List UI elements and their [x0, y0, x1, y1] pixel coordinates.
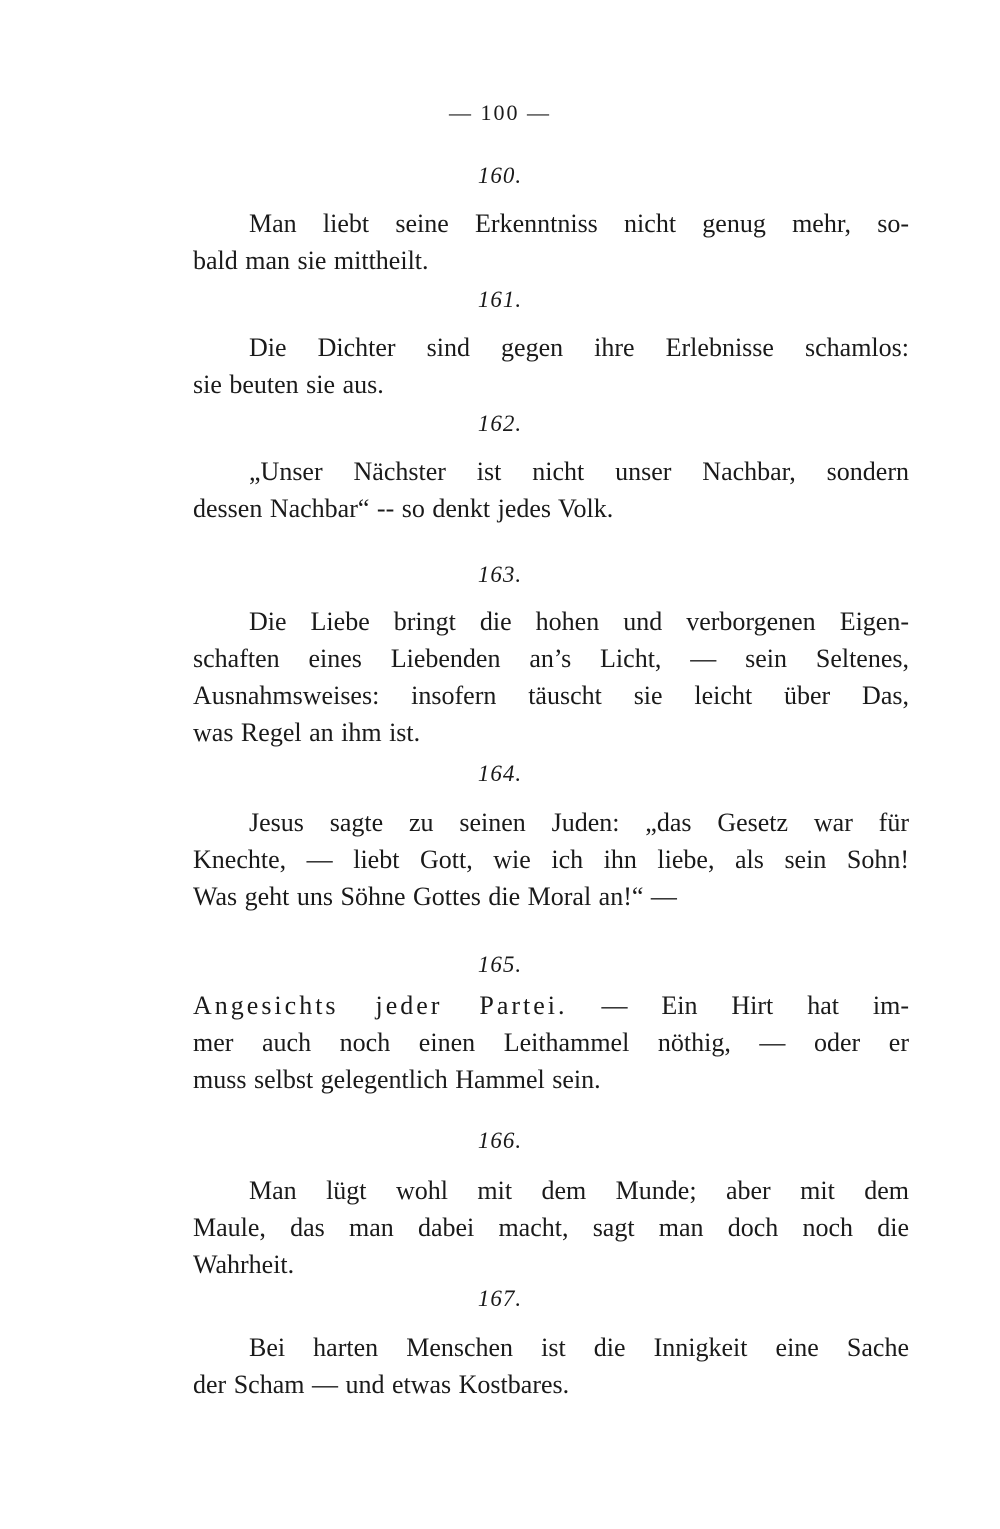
aphorism-text: [193, 987, 909, 1098]
aphorism-text: [193, 1329, 909, 1403]
text-line: muss selbst gelegentlich Hammel sein.: [193, 1065, 601, 1094]
text-line: Die Dichter sind gegen ihre Erlebnisse schamlos:: [249, 333, 909, 362]
aphorism-number: 163.: [477, 562, 523, 587]
text-line: was Regel an ihm ist.: [193, 718, 421, 747]
text-line-rest: — Ein Hirt hat im-: [567, 991, 910, 1020]
text-line: Die Liebe bringt die hohen und verborgenen Eigen-: [249, 607, 909, 636]
text-line: Bei harten Menschen ist die Innigkeit eine Sache: [249, 1333, 909, 1362]
aphorism-number: 167.: [477, 1286, 523, 1311]
text-line: Man lügt wohl mit dem Munde; aber mit dem: [249, 1176, 909, 1205]
page-number: — 100 —: [449, 100, 551, 125]
aphorism-text: [193, 329, 909, 403]
text-line: schaften eines Liebenden an’s Licht, — sein Seltenes,: [193, 644, 909, 673]
aphorism-text: [193, 804, 909, 915]
aphorism-number: 162.: [477, 411, 523, 436]
text-line: Maule, das man dabei macht, sagt man doch noch die: [193, 1213, 909, 1242]
text-line: Wahrheit.: [193, 1250, 295, 1279]
aphorism-text: [193, 603, 909, 751]
aphorism-number: 160.: [477, 163, 523, 188]
aphorism-text: [193, 1172, 909, 1283]
text-line: sie beuten sie aus.: [193, 370, 384, 399]
aphorism-text: [193, 453, 909, 527]
text-line: dessen Nachbar“ -- so denkt jedes Volk.: [193, 494, 614, 523]
aphorism-title: Angesichts jeder Partei.: [193, 991, 568, 1020]
text-line: Man liebt seine Erkenntniss nicht genug mehr, so-: [249, 209, 909, 238]
text-line: der Scham — und etwas Kostbares.: [193, 1370, 570, 1399]
text-line: Jesus sagte zu seinen Juden: „das Gesetz war für: [249, 808, 909, 837]
aphorism-number: 166.: [477, 1128, 523, 1153]
text-line: [193, 987, 909, 1024]
text-line: bald man sie mittheilt.: [193, 246, 429, 275]
aphorism-text: [193, 205, 909, 279]
aphorism-number: 161.: [477, 287, 523, 312]
text-line: Knechte, — liebt Gott, wie ich ihn liebe, als sein Sohn!: [193, 845, 909, 874]
text-line: „Unser Nächster ist nicht unser Nachbar, sondern: [249, 457, 909, 486]
aphorism-number: 165.: [477, 952, 523, 977]
text-line: Ausnahmsweises: insofern täuscht sie leicht über Das,: [193, 681, 909, 710]
text-line: Was geht uns Söhne Gottes die Moral an!“ —: [193, 882, 677, 911]
aphorism-number: 164.: [477, 761, 523, 786]
text-line: mer auch noch einen Leithammel nöthig, — oder er: [193, 1028, 909, 1057]
